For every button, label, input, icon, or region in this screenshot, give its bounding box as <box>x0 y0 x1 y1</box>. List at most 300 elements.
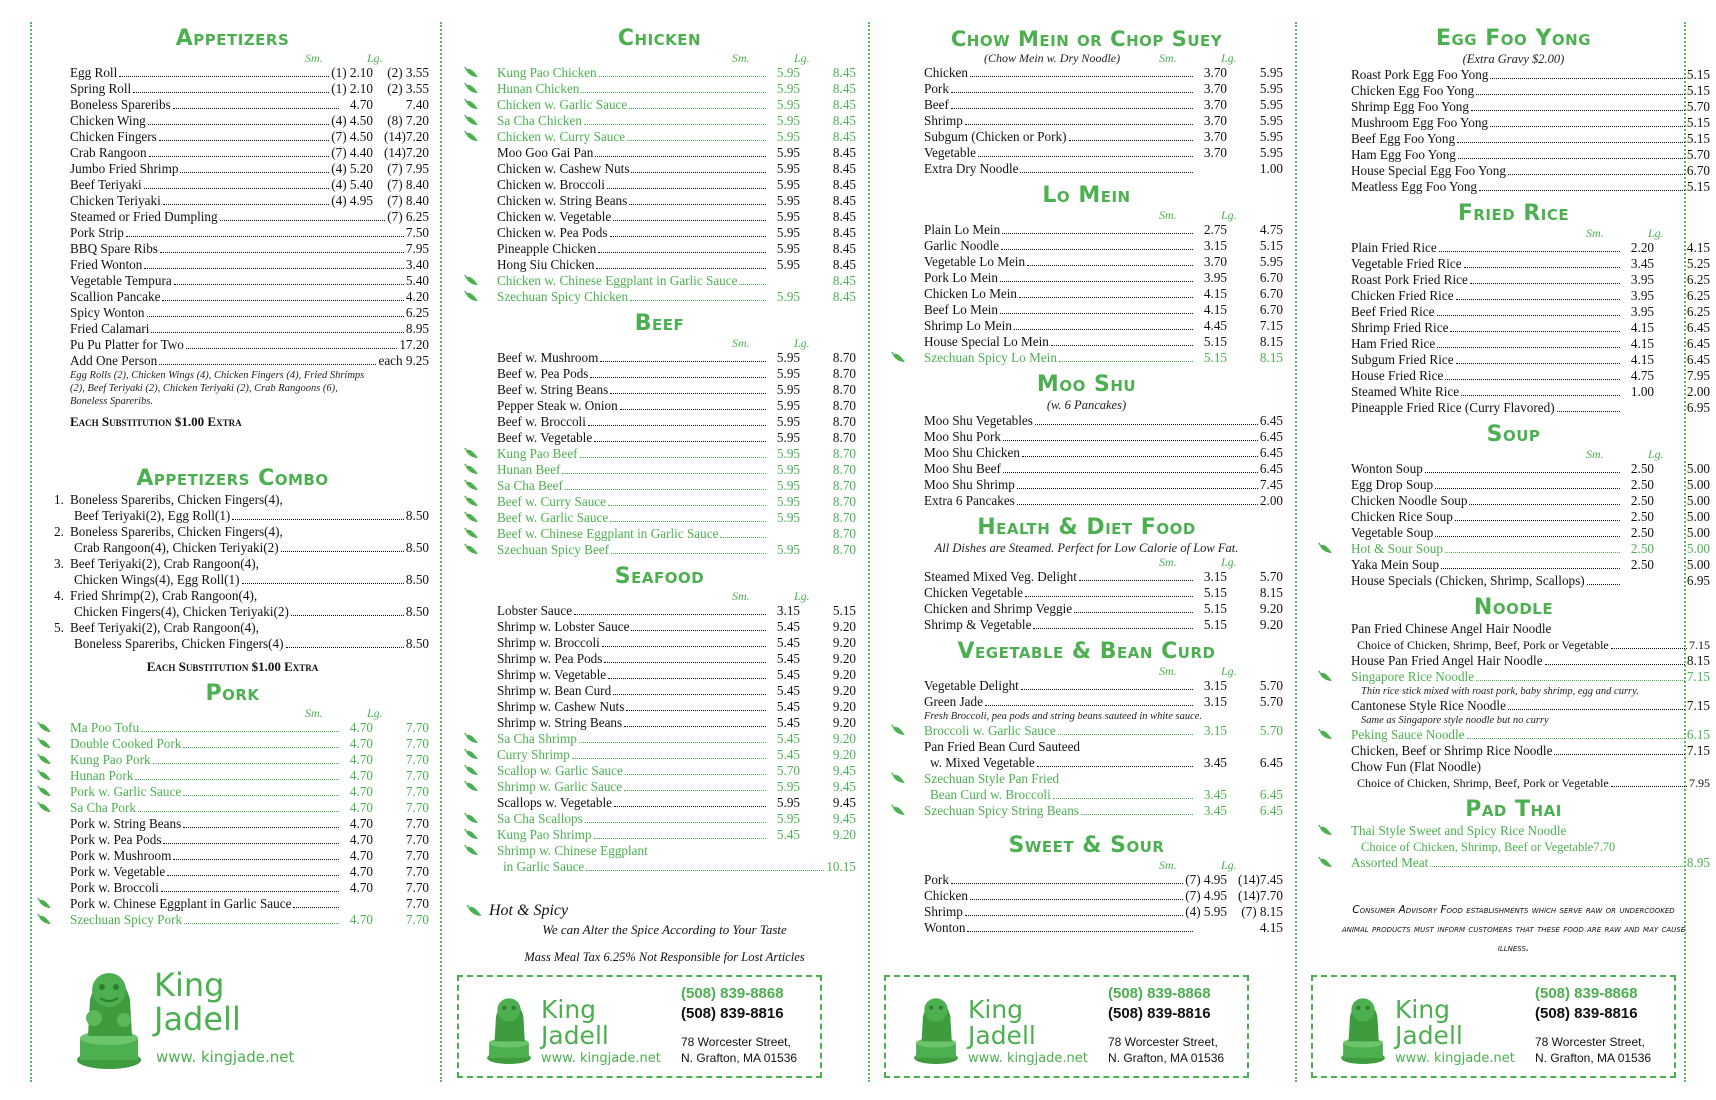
menu-item <box>884 803 1289 819</box>
item-price-large: 8.70 <box>832 382 856 397</box>
item-name: Sa Cha Pork <box>70 800 136 815</box>
menu-item <box>457 699 862 715</box>
item-name: Mushroom Egg Foo Yong <box>1351 115 1489 130</box>
item-price-large: 7.70 <box>405 864 429 879</box>
item-price-large: 8.70 <box>832 398 856 413</box>
item-name: Moo Goo Gai Pan <box>497 145 594 160</box>
menu-item <box>884 145 1289 161</box>
size-header: Sm. Lg. <box>732 589 810 603</box>
item-price-large: 7.70 <box>405 896 429 911</box>
menu-item <box>457 145 862 161</box>
item-price-large: 8.15 <box>1259 350 1283 365</box>
menu-item <box>884 238 1289 254</box>
item-price-large: 8.45 <box>832 209 856 224</box>
item-price: 5.15 <box>1686 83 1710 98</box>
menu-item <box>30 225 435 241</box>
item-price-large: (14)7.70 <box>1237 888 1283 903</box>
website-link[interactable]: www. kingjade.net <box>968 1051 1088 1066</box>
menu-item <box>30 816 435 832</box>
item-price-small: 5.95 <box>776 430 800 445</box>
item-name: Sa Cha Shrimp <box>497 731 577 746</box>
item-name: Beef w. Garlic Sauce <box>497 510 609 525</box>
pepper-icon <box>1319 729 1333 740</box>
size-header: Sm. Lg. <box>1159 208 1237 222</box>
item-price-large: 8.45 <box>832 129 856 144</box>
menu-item <box>457 510 862 526</box>
egg-foo-yong-section <box>1311 26 1716 195</box>
item-price-small: (4) 4.95 <box>331 193 373 208</box>
item-price: 3.40 <box>405 257 429 272</box>
vegetable-section <box>884 639 1289 819</box>
item-price-large: 8.70 <box>832 510 856 525</box>
item-price-large: 6.95 <box>1686 573 1710 588</box>
section-title: Vegetable & Bean Curd <box>957 639 1216 664</box>
address-line: N. Grafton, MA 01536 <box>1535 1051 1652 1065</box>
menu-item <box>1311 400 1716 416</box>
menu-item <box>30 113 435 129</box>
pepper-icon <box>465 781 479 792</box>
menu-item <box>30 241 435 257</box>
item-price-large: 8.45 <box>832 65 856 80</box>
menu-item: Chow Fun (Flat Noodle) <box>1351 759 1482 774</box>
item-price-small: 5.15 <box>1203 601 1227 616</box>
section-subtitle: All Dishes are Steamed. Perfect for Low Calorie of Low Fat. <box>934 541 1239 555</box>
item-price: each 9.25 <box>378 353 429 368</box>
item-price-small: 4.45 <box>1203 318 1227 333</box>
section-title: Fried Rice <box>1457 201 1570 226</box>
item-price-large: 5.95 <box>1259 129 1283 144</box>
item-price-large: 7.70 <box>405 784 429 799</box>
menu-item: House Pan Fried Angel Hair Noodle 8.15 <box>1351 653 1710 668</box>
item-name: Szechuan Spicy Chicken <box>497 289 629 304</box>
size-header: (Chow Mein w. Dry Noodle) Sm. Lg. <box>984 51 1237 65</box>
item-price-small: 2.50 <box>1630 557 1654 572</box>
website-link[interactable]: www. kingjade.net <box>1395 1051 1515 1066</box>
item-price: 5.15 <box>1686 179 1710 194</box>
pepper-icon <box>1319 857 1333 868</box>
contact-box <box>884 975 1249 1078</box>
item-name: Scallion Pancake <box>70 289 161 304</box>
item-price-small: 5.45 <box>776 667 800 682</box>
item-price-small: 3.45 <box>1203 803 1227 818</box>
item-name: Vegetable <box>924 145 976 160</box>
item-price: 5.15 <box>1686 131 1710 146</box>
pepper-icon <box>465 131 479 142</box>
item-price-large: 8.45 <box>832 177 856 192</box>
pepper-icon <box>465 845 479 856</box>
item-price-small: 5.45 <box>776 683 800 698</box>
item-price-small: 4.15 <box>1630 352 1654 367</box>
fried-rice-section <box>1311 201 1716 416</box>
item-price-large: (7) 8.40 <box>387 193 429 208</box>
item-price-large: 6.45 <box>1259 803 1283 818</box>
menu-item <box>457 683 862 699</box>
item-price-small: 3.70 <box>1203 254 1227 269</box>
section-title: Pad Thai <box>1465 797 1562 822</box>
section-title: Soup <box>1486 422 1541 447</box>
lion-statue-icon <box>485 983 533 1071</box>
phone-number[interactable]: (508) 839-8868 <box>1108 985 1211 1002</box>
website-link[interactable]: www. kingjade.net <box>156 1048 295 1066</box>
item-price-large: (2) 3.55 <box>387 65 429 80</box>
item-price-small: 2.50 <box>1630 493 1654 508</box>
item-price-large: 8.45 <box>832 257 856 272</box>
item-name: Sa Cha Beef <box>497 478 563 493</box>
item-price-small: 4.70 <box>349 752 373 767</box>
appetizers-list <box>30 65 435 369</box>
lion-statue-icon <box>74 960 144 1070</box>
menu-item <box>457 747 862 763</box>
menu-item <box>457 129 862 145</box>
menu-item <box>884 477 1289 493</box>
item-price-small: 5.95 <box>776 366 800 381</box>
item-price-large: 5.25 <box>1686 256 1710 271</box>
item-price-large: 9.20 <box>832 651 856 666</box>
item-name: Chicken Fried Rice <box>1351 288 1454 303</box>
item-name: Vegetable Fried Rice <box>1351 256 1462 271</box>
item-name: Chicken Vegetable <box>924 585 1023 600</box>
item-price-large: 5.95 <box>1259 81 1283 96</box>
menu-item: in Garlic Sauce 10.15 <box>503 859 856 874</box>
pepper-icon <box>465 733 479 744</box>
item-name: Moo Shu Vegetables <box>924 413 1033 428</box>
menu-item: w. Mixed Vegetable 3.45 6.45 <box>930 755 1283 770</box>
item-price-large: 8.45 <box>832 193 856 208</box>
item-name: Chicken and Shrimp Veggie <box>924 601 1073 616</box>
menu-item <box>1311 163 1716 179</box>
item-price-large: 4.15 <box>1259 920 1283 935</box>
pepper-icon <box>465 291 479 302</box>
menu-item <box>1311 477 1716 493</box>
menu-item <box>30 800 435 816</box>
combo-item: 2. Boneless Spareribs, Chicken Fingers(4), Crab Rangoon(4), Chicken Teriyaki(2) 8.50 <box>54 524 429 555</box>
item-name: Plain Fried Rice <box>1351 240 1437 255</box>
menu-item <box>884 888 1289 904</box>
item-name: Beef w. Chinese Eggplant in Garlic Sauce <box>497 526 719 541</box>
menu-item <box>30 896 435 912</box>
sweet-sour-list <box>884 872 1289 936</box>
item-price-large: 5.95 <box>1259 65 1283 80</box>
menu-item: Thai Style Sweet and Spicy Rice Noodle <box>1311 823 1716 839</box>
soup-section <box>1311 422 1716 589</box>
pepper-icon <box>1319 543 1333 554</box>
pepper-icon <box>465 544 479 555</box>
menu-item <box>457 811 862 827</box>
item-price-large: (2) 3.55 <box>387 81 429 96</box>
item-price-large: 5.00 <box>1686 509 1710 524</box>
item-name: Shrimp Egg Foo Yong <box>1351 99 1469 114</box>
item-name: Chicken Fingers <box>70 129 157 144</box>
section-title: Appetizers <box>175 26 290 51</box>
chowmein-section <box>884 26 1289 177</box>
menu-item <box>1311 67 1716 83</box>
item-name: Chicken Lo Mein <box>924 286 1018 301</box>
item-price-small: 5.15 <box>1203 585 1227 600</box>
item-name: Beef Teriyaki <box>70 177 142 192</box>
lion-statue-icon <box>912 983 960 1071</box>
item-name: House Specials (Chicken, Shrimp, Scallops) <box>1351 573 1585 588</box>
menu-item <box>30 273 435 289</box>
item-name: Steamed or Fried Dumpling <box>70 209 218 224</box>
pepper-icon <box>1319 825 1333 836</box>
pepper-icon <box>465 99 479 110</box>
item-price-large: 5.70 <box>1259 694 1283 709</box>
menu-item <box>884 445 1289 461</box>
item-name: Chicken Teriyaki <box>70 193 161 208</box>
combo-item: 3. Beef Teriyaki(2), Crab Rangoon(4), Chicken Wings(4), Egg Roll(1) 8.50 <box>54 556 429 587</box>
item-name: Chicken w. Garlic Sauce <box>497 97 628 112</box>
item-name: Subgum (Chicken or Pork) <box>924 129 1067 144</box>
item-price: 2.00 <box>1259 493 1283 508</box>
item-name: Green Jade <box>924 694 983 709</box>
item-price: 4.20 <box>405 289 429 304</box>
menu-item <box>457 446 862 462</box>
item-name: Vegetable Delight <box>924 678 1019 693</box>
menu-item <box>30 880 435 896</box>
pork-list <box>30 720 435 928</box>
item-name: Pineapple Fried Rice (Curry Flavored) <box>1351 400 1555 415</box>
menu-item <box>457 763 862 779</box>
chowmein-list <box>884 65 1289 177</box>
item-name: Moo Shu Beef <box>924 461 1001 476</box>
item-price-small: 5.15 <box>1203 350 1227 365</box>
item-price-small: 3.15 <box>1203 723 1227 738</box>
pepper-icon <box>465 275 479 286</box>
menu-item <box>457 209 862 225</box>
item-price-large: (7) 7.95 <box>387 161 429 176</box>
item-price-small: 5.95 <box>776 241 800 256</box>
item-name: Crab Rangoon <box>70 145 147 160</box>
item-price-large: 8.45 <box>832 289 856 304</box>
menu-item <box>1311 131 1716 147</box>
item-price-small: 5.95 <box>776 193 800 208</box>
menu-column-4 <box>1311 22 1716 1082</box>
menu-item <box>457 430 862 446</box>
item-price-large: 9.45 <box>832 779 856 794</box>
item-name: Moo Shu Shrimp <box>924 477 1015 492</box>
menu-item <box>884 569 1289 585</box>
item-name: Sa Cha Scallops <box>497 811 583 826</box>
item-price-large: 5.00 <box>1686 541 1710 556</box>
item-price-small: 3.70 <box>1203 81 1227 96</box>
menu-item <box>1311 320 1716 336</box>
menu-item <box>457 177 862 193</box>
menu-item <box>30 832 435 848</box>
menu-item <box>884 113 1289 129</box>
pepper-icon <box>465 813 479 824</box>
item-price-small: 2.50 <box>1630 541 1654 556</box>
item-price-small: 3.95 <box>1630 272 1654 287</box>
section-title: Appetizers Combo <box>136 466 329 491</box>
item-name: Ma Poo Tofu <box>70 720 140 735</box>
item-price-small: 4.70 <box>349 912 373 927</box>
item-price-small: 5.95 <box>776 161 800 176</box>
menu-item: Peking Sauce Noodle 6.15 <box>1311 727 1716 743</box>
item-name: BBQ Spare Ribs <box>70 241 158 256</box>
item-price-large: 8.15 <box>1259 334 1283 349</box>
menu-item <box>884 302 1289 318</box>
item-price-large: 6.45 <box>1686 352 1710 367</box>
item-name: Shrimp w. String Beans <box>497 715 623 730</box>
item-price-large: 7.15 <box>1259 318 1283 333</box>
menu-item <box>884 493 1289 509</box>
item-name: Yaka Mein Soup <box>1351 557 1440 572</box>
item-price-large: 5.00 <box>1686 477 1710 492</box>
item-note: Same as Singapore style noodle but no curry <box>1361 715 1549 726</box>
menu-item <box>457 414 862 430</box>
item-price-large: 7.70 <box>405 912 429 927</box>
menu-item <box>457 667 862 683</box>
phone-number[interactable]: (508) 839-8816 <box>681 1005 784 1022</box>
item-name: Steamed White Rice <box>1351 384 1460 399</box>
item-price-small: 5.45 <box>776 747 800 762</box>
chicken-list <box>457 65 862 305</box>
item-price-large: 8.45 <box>832 161 856 176</box>
item-price-small: 5.95 <box>776 350 800 365</box>
item-name: Pork w. Chinese Eggplant in Garlic Sauce <box>70 896 292 911</box>
item-price-large: 5.70 <box>1259 569 1283 584</box>
item-price: 5.70 <box>1686 99 1710 114</box>
item-price-small: 2.20 <box>1630 240 1654 255</box>
lion-statue-icon <box>1339 983 1387 1071</box>
item-price: 6.45 <box>1259 413 1283 428</box>
item-name: Sa Cha Chicken <box>497 113 582 128</box>
menu-item <box>884 97 1289 113</box>
mooshu-section <box>884 372 1289 509</box>
item-price-large: 8.45 <box>832 97 856 112</box>
item-price-small: 1.00 <box>1630 384 1654 399</box>
item-price-small: 4.15 <box>1203 302 1227 317</box>
item-price: 7.50 <box>405 225 429 240</box>
pepper-icon <box>465 83 479 94</box>
item-price-small: 5.95 <box>776 414 800 429</box>
item-name: Chicken Noodle Soup <box>1351 493 1468 508</box>
section-title: Noodle <box>1473 595 1554 620</box>
menu-item <box>457 161 862 177</box>
item-name: Shrimp & Vegetable <box>924 617 1032 632</box>
item-price-large: 5.15 <box>1259 238 1283 253</box>
item-name: Wonton Soup <box>1351 461 1423 476</box>
menu-item <box>884 617 1289 633</box>
item-price-small: 5.15 <box>1203 617 1227 632</box>
lomein-section <box>884 183 1289 366</box>
menu-item <box>457 651 862 667</box>
item-price-small: 3.95 <box>1203 270 1227 285</box>
item-price: 5.15 <box>1686 115 1710 130</box>
menu-item <box>1311 288 1716 304</box>
consumer-advisory: Consumer Advisory Food establishments which serve raw or undercooked animal products must inform customers that these food are raw and may cause illness. <box>1341 904 1686 954</box>
item-price-small: 5.95 <box>776 398 800 413</box>
section-title: Chow Mein or Chop Suey <box>950 27 1223 51</box>
item-price-small: 4.70 <box>349 97 373 112</box>
item-price-small: (4) 5.95 <box>1185 904 1227 919</box>
menu-item <box>30 337 435 353</box>
menu-item <box>457 542 862 558</box>
item-price-large: 9.20 <box>1259 617 1283 632</box>
item-name: Chicken Rice Soup <box>1351 509 1453 524</box>
menu-item <box>884 254 1289 270</box>
mooshu-list <box>884 413 1289 509</box>
item-price-small: 5.95 <box>776 779 800 794</box>
item-price-large: 7.40 <box>405 97 429 112</box>
item-price-small: (7) 4.40 <box>331 145 373 160</box>
item-price-small: 4.15 <box>1203 286 1227 301</box>
menu-item <box>1311 272 1716 288</box>
item-price-large: 9.20 <box>832 827 856 842</box>
item-price: 8.95 <box>405 321 429 336</box>
menu-item <box>457 494 862 510</box>
menu-item <box>457 81 862 97</box>
item-price-small: 5.45 <box>776 699 800 714</box>
item-price-large: 1.00 <box>1259 161 1283 176</box>
item-price-large: 8.70 <box>832 526 856 541</box>
item-price-large: 7.70 <box>405 800 429 815</box>
item-name: Hunan Chicken <box>497 81 580 96</box>
section-title: Moo Shu <box>1036 372 1137 397</box>
pepper-icon <box>38 802 52 813</box>
item-price-large: 8.15 <box>1259 585 1283 600</box>
item-name: Pu Pu Platter for Two <box>70 337 184 352</box>
item-price-large: 9.20 <box>832 635 856 650</box>
size-header: Sm. Lg. <box>1586 226 1664 240</box>
spice-note: We can Alter the Spice According to Your Taste <box>542 922 787 937</box>
pepper-icon <box>465 512 479 523</box>
item-price-large: 7.70 <box>405 752 429 767</box>
item-name: Pork w. Mushroom <box>70 848 172 863</box>
item-price-large: 9.20 <box>832 715 856 730</box>
item-price-large: 7.70 <box>405 736 429 751</box>
item-name: Extra Dry Noodle <box>924 161 1019 176</box>
item-price-large: 9.20 <box>1259 601 1283 616</box>
hot-spicy-title: Hot & Spicy <box>489 902 569 919</box>
item-price-large: 5.95 <box>1259 113 1283 128</box>
phone-number[interactable]: (508) 839-8816 <box>1535 1005 1638 1022</box>
phone-number[interactable]: (508) 839-8816 <box>1108 1005 1211 1022</box>
size-header: Sm. Lg. <box>732 336 810 350</box>
item-name: Beef w. Vegetable <box>497 430 593 445</box>
item-name: Beef Egg Foo Yong <box>1351 131 1456 146</box>
substitution-note: Each Substitution $1.00 Extra <box>70 414 242 429</box>
item-price-large: 9.20 <box>832 747 856 762</box>
item-name: Broccoli w. Garlic Sauce <box>924 723 1056 738</box>
item-price-large: 6.70 <box>1259 286 1283 301</box>
item-name: Hong Siu Chicken <box>497 257 595 272</box>
website-link[interactable]: www. kingjade.net <box>541 1051 661 1066</box>
item-name: Shrimp w. Bean Curd <box>497 683 612 698</box>
menu-item <box>884 161 1289 177</box>
item-name: Shrimp w. Vegetable <box>497 667 607 682</box>
phone-number[interactable]: (508) 839-8868 <box>1535 985 1638 1002</box>
item-price-small: 5.45 <box>776 651 800 666</box>
menu-item <box>457 257 862 273</box>
item-price-small: 5.95 <box>776 145 800 160</box>
item-name: Fried Wonton <box>70 257 143 272</box>
item-name: Ham Egg Foo Yong <box>1351 147 1456 162</box>
menu-item <box>884 429 1289 445</box>
pepper-icon <box>892 805 906 816</box>
item-name: Steamed Mixed Veg. Delight <box>924 569 1077 584</box>
phone-number[interactable]: (508) 839-8868 <box>681 985 784 1002</box>
item-price: 5.15 <box>1686 67 1710 82</box>
item-price-small: 2.50 <box>1630 461 1654 476</box>
menu-item <box>457 350 862 366</box>
pepper-icon <box>465 448 479 459</box>
item-price-small: 5.45 <box>776 731 800 746</box>
menu-item: Chicken, Beef or Shrimp Rice Noodle 7.15 <box>1351 743 1710 758</box>
item-name: Chicken Egg Foo Yong <box>1351 83 1475 98</box>
item-name: Roast Pork Egg Foo Yong <box>1351 67 1489 82</box>
item-price-small: 3.95 <box>1630 304 1654 319</box>
